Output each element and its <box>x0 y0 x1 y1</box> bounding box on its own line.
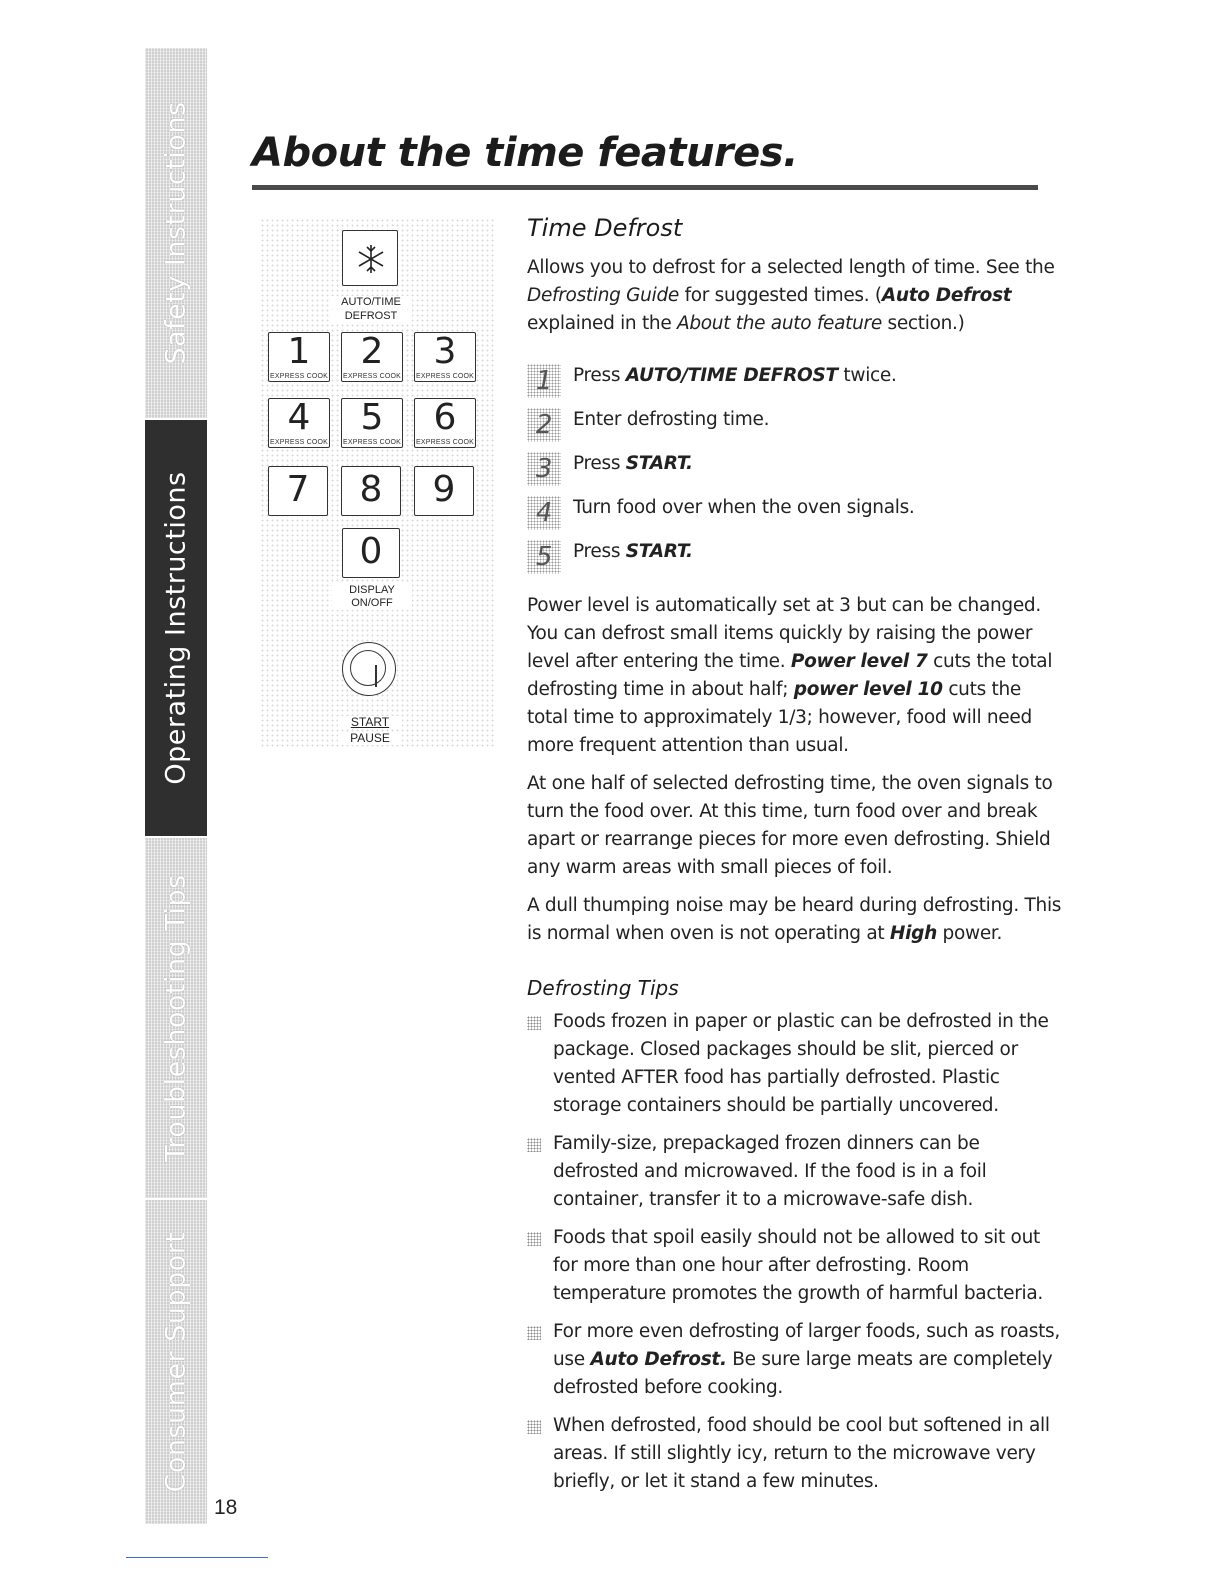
defrosting-tips-heading: Defrosting Tips <box>527 976 679 1000</box>
power-text: cuts the total defrosting time in about half; <box>527 651 1053 700</box>
step-post: twice. <box>837 365 897 386</box>
step-4 <box>527 494 1067 538</box>
intro-text: explained in the <box>527 313 677 334</box>
key-digit: 2 <box>360 331 384 372</box>
key-5 <box>341 398 403 448</box>
intro-text: section.) <box>881 313 965 334</box>
on-off-label: ON/OFF <box>332 597 412 610</box>
express-cook-label: EXPRESS COOK <box>415 439 475 446</box>
express-cook-label: EXPRESS COOK <box>342 439 402 446</box>
content-column <box>527 214 1067 1506</box>
tip-text: Be sure large meats are completely defrosted before cooking. <box>553 1349 1053 1398</box>
key-4 <box>268 398 330 448</box>
power-text: cuts the total time to approximately 1/3; however, food will need more frequent attention than usual. <box>527 679 1032 756</box>
pause-label: PAUSE <box>338 732 402 745</box>
auto-time-label: AUTO/TIME <box>330 296 412 309</box>
tab-safety-instructions[interactable] <box>145 48 207 420</box>
bullet-icon <box>527 1326 541 1340</box>
power-text: Power level is automatically set at 3 but can be changed. You can defrost small items quickly by raising the power level after entering the time. <box>527 595 1041 672</box>
page-number: 18 <box>214 1496 238 1519</box>
noise-text: A dull thumping noise may be heard during defrosting. This is normal when oven is not operating at <box>527 895 1062 944</box>
key-9 <box>414 466 474 516</box>
step-pre: Press <box>573 541 626 562</box>
step-bold: START. <box>625 453 693 474</box>
step-number: 5 <box>527 540 561 574</box>
defrost-label: DEFROST <box>330 310 412 323</box>
step-number: 1 <box>527 364 561 398</box>
express-cook-label: EXPRESS COOK <box>269 373 329 380</box>
tip-item <box>527 1008 1067 1120</box>
tip-item <box>527 1412 1067 1496</box>
intro-text: for suggested times. ( <box>678 285 882 306</box>
start-button-illustration <box>342 642 396 696</box>
power-level-10: power level 10 <box>793 679 943 700</box>
step-5 <box>527 538 1067 582</box>
intro-text: Allows you to defrost for a selected length of time. See the <box>527 257 1055 278</box>
bottom-link-line <box>126 1557 268 1558</box>
auto-defrost-ref: Auto Defrost. <box>590 1349 727 1370</box>
tab-label: Consumer Support <box>160 1231 192 1493</box>
bullet-icon <box>527 1232 541 1246</box>
step-text <box>573 450 693 478</box>
express-cook-label: EXPRESS COOK <box>269 439 329 446</box>
tip-text: When defrosted, food should be cool but softened in all areas. If still slightly icy, return to the microwave very briefly, or let it stand a few minutes. <box>553 1415 1050 1492</box>
power-level-paragraph <box>527 592 1067 760</box>
snowflake-icon <box>343 231 399 287</box>
side-tabs <box>145 48 207 1526</box>
power-level-7: Power level 7 <box>790 651 928 672</box>
step-1 <box>527 362 1067 406</box>
key-0 <box>342 528 400 578</box>
start-label: START <box>338 716 402 729</box>
key-digit: 0 <box>359 531 383 572</box>
tip-item <box>527 1318 1067 1402</box>
auto-feature-ref: About the auto feature <box>676 313 882 334</box>
step-text <box>573 362 897 390</box>
bullet-icon <box>527 1420 541 1434</box>
tab-label: Operating Instructions <box>160 471 192 785</box>
tab-consumer-support[interactable] <box>145 1200 207 1526</box>
high-power-ref: High <box>889 923 937 944</box>
step-number: 2 <box>527 408 561 442</box>
noise-text: power. <box>936 923 1003 944</box>
title-rule <box>252 185 1038 190</box>
key-8 <box>341 466 401 516</box>
tip-item <box>527 1130 1067 1214</box>
step-number: 4 <box>527 496 561 530</box>
bullet-icon <box>527 1016 541 1030</box>
key-3 <box>414 332 476 382</box>
key-2 <box>341 332 403 382</box>
step-pre: Press <box>573 453 626 474</box>
key-digit: 7 <box>286 469 310 510</box>
tip-text: Family-size, prepackaged frozen dinners can be defrosted and microwaved. If the food is in a foil container, transfer it to a microwave-safe dish. <box>553 1133 987 1210</box>
step-text <box>573 494 915 522</box>
display-label: DISPLAY <box>332 584 412 597</box>
step-3 <box>527 450 1067 494</box>
auto-defrost-ref: Auto Defrost <box>881 285 1012 306</box>
express-cook-label: EXPRESS COOK <box>415 373 475 380</box>
half-time-paragraph: At one half of selected defrosting time, the oven signals to turn the food over. At this time, turn food over and break apart or rearrange pieces for more even defrosting. Shield any warm areas with small pieces of foil. <box>527 773 1053 878</box>
step-bold: START. <box>625 541 693 562</box>
tab-operating-instructions[interactable] <box>145 420 207 838</box>
step-pre: Press <box>573 365 626 386</box>
auto-time-defrost-key <box>342 230 398 286</box>
power-icon <box>350 650 386 686</box>
tip-text: Foods frozen in paper or plastic can be defrosted in the package. Closed packages should be slit, pierced or vented AFTER food has partially defrosted. Plastic storage containers should be partially uncovered. <box>553 1011 1049 1116</box>
key-digit: 1 <box>287 331 311 372</box>
control-panel-illustration <box>260 218 496 748</box>
key-7 <box>268 466 328 516</box>
tip-text: Foods that spoil easily should not be allowed to sit out for more than one hour after defrosting. Room temperature promotes the growth of harmful bacteria. <box>553 1227 1043 1304</box>
step-pre: Turn food over when the oven signals. <box>573 497 915 518</box>
section-heading: Time Defrost <box>527 214 683 242</box>
key-digit: 6 <box>433 397 457 438</box>
step-number: 3 <box>527 452 561 486</box>
step-text <box>573 406 769 434</box>
key-digit: 9 <box>432 469 456 510</box>
key-1 <box>268 332 330 382</box>
defrosting-guide-ref: Defrosting Guide <box>527 285 679 306</box>
noise-paragraph <box>527 892 1067 948</box>
tab-troubleshooting-tips[interactable] <box>145 838 207 1200</box>
step-bold: AUTO/TIME DEFROST <box>625 365 838 386</box>
key-digit: 3 <box>433 331 457 372</box>
tip-item <box>527 1224 1067 1308</box>
key-digit: 4 <box>287 397 311 438</box>
page-title: About the time features. <box>252 130 798 176</box>
step-pre: Enter defrosting time. <box>573 409 770 430</box>
tab-label: Troubleshooting Tips <box>160 874 192 1162</box>
step-text <box>573 538 693 566</box>
key-digit: 5 <box>360 397 384 438</box>
tip-text: For more even defrosting of larger foods, such as roasts, use <box>553 1321 1060 1370</box>
intro-paragraph <box>527 254 1067 338</box>
tab-label: Safety Instructions <box>160 101 192 365</box>
key-6 <box>414 398 476 448</box>
express-cook-label: EXPRESS COOK <box>342 373 402 380</box>
key-digit: 8 <box>359 469 383 510</box>
bullet-icon <box>527 1138 541 1152</box>
step-2 <box>527 406 1067 450</box>
